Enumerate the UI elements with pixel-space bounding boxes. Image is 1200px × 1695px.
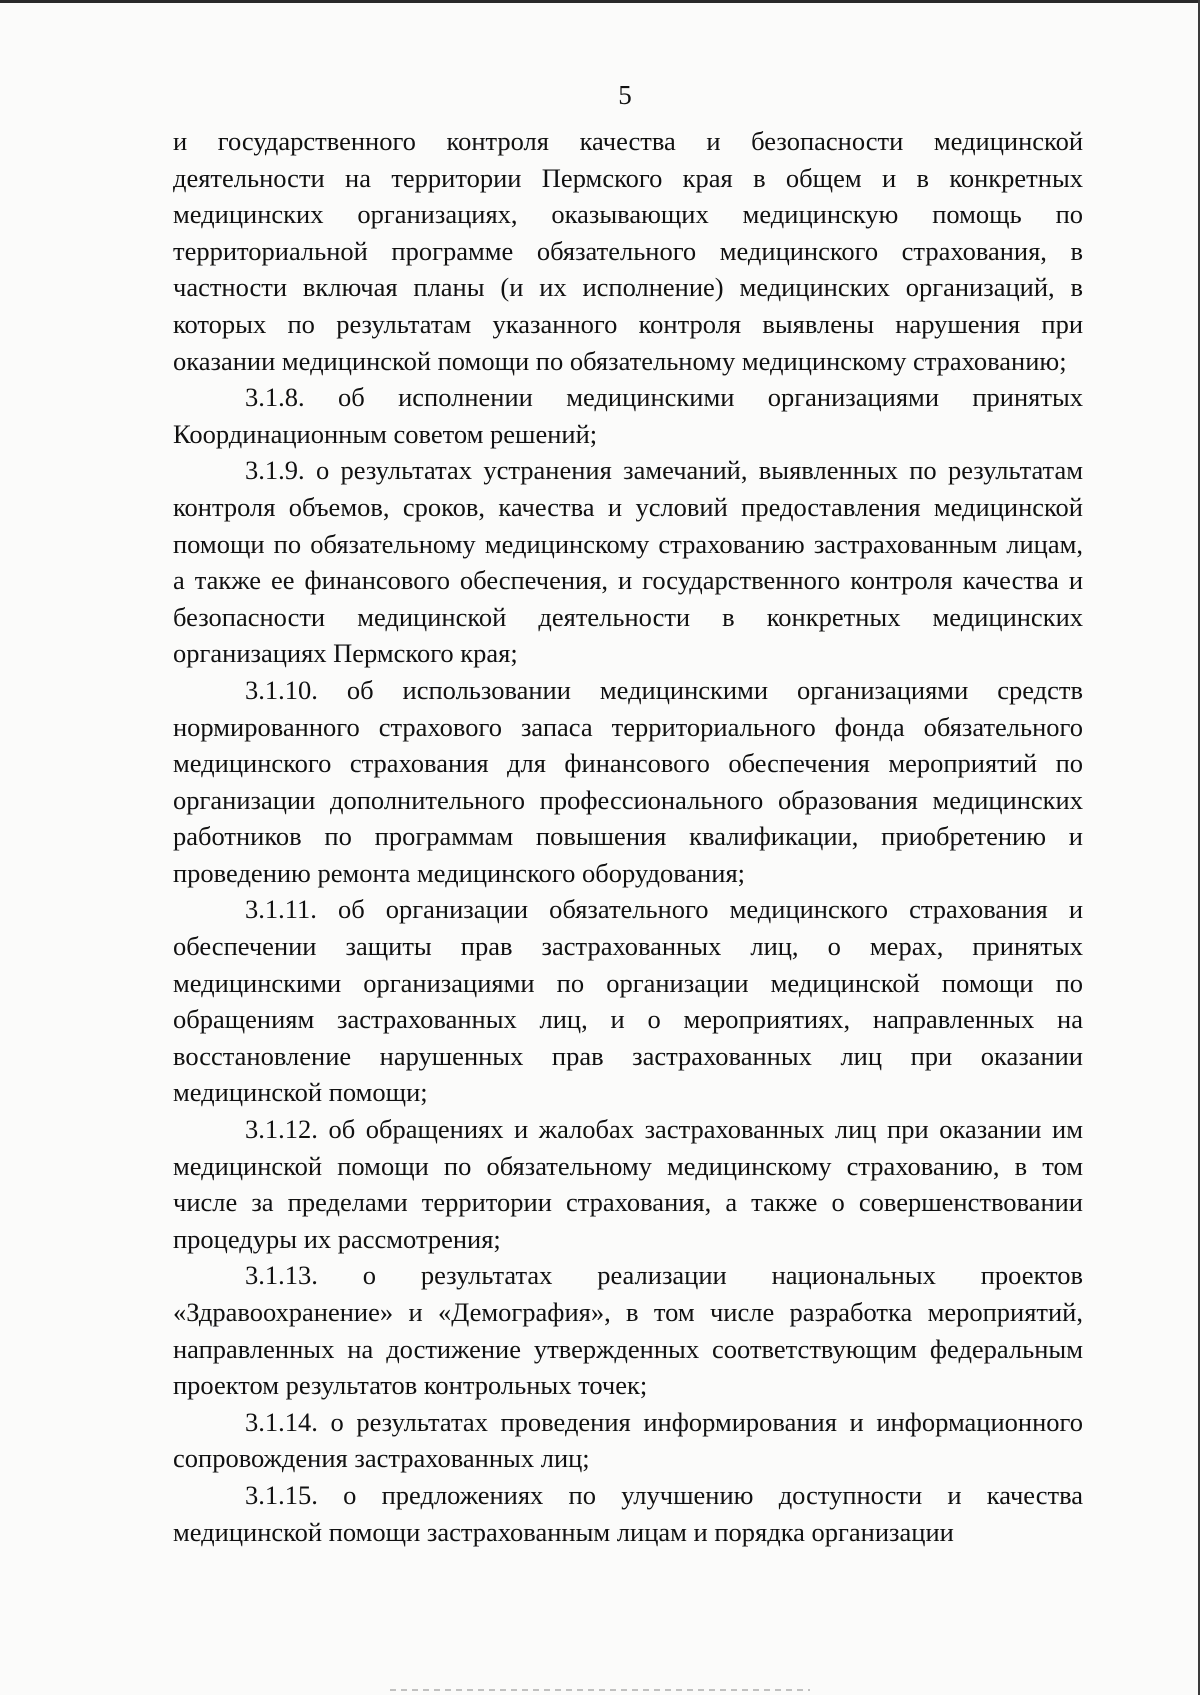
- paragraph-3-1-8: 3.1.8. об исполнении медицинскими организациями принятых Координационным советом решений;: [173, 382, 1083, 449]
- paragraph-3-1-9: 3.1.9. о результатах устранения замечаний, выявленных по результатам контроля объемов, сроков, качества и условий предоставления медицинской помощи по обязательному медицинскому страхованию застрахованным лицам, а также ее финансового обеспечения, и государственного контроля качества и безопасности медицинской деятельности в конкретных медицинских организациях Пермского края;: [173, 455, 1083, 669]
- scan-noise-bottom: [390, 1689, 810, 1691]
- paragraph-3-1-14: 3.1.14. о результатах проведения информирования и информационного сопровождения застрахованных лиц;: [173, 1406, 1083, 1474]
- scan-edge-top: [0, 0, 1200, 3]
- paragraph-3-1-13: 3.1.13. о результатах реализации национальных проектов «Здравоохранение» и «Демография», в том числе разработка мероприятий, направленных на достижение утвержденных соответствующим федеральным проектом результатов контрольных точек;: [173, 1260, 1083, 1401]
- page-number: 5: [618, 80, 632, 110]
- paragraph-3-1-12: 3.1.12. об обращениях и жалобах застрахованных лиц при оказании им медицинской помощи по обязательному медицинскому страхованию, в том числе за пределами территории страхования, а также о совершенствовании процедуры их рассмотрения;: [173, 1114, 1083, 1254]
- paragraph-continuation: и государственного контроля качества и безопасности медицинской деятельности на территории Пермского края в общем и в конкретных медицинских организациях, оказывающих медицинскую помощь по территориальной программе обязательного медицинского страхования, в частности включая планы (и их исполнение) медицинских организаций, в которых по результатам указанного контроля выявлены нарушения при оказании медицинской помощи по обязательному медицинскому страхованию;: [173, 126, 1083, 376]
- paragraph-3-1-10: 3.1.10. об использовании медицинскими организациями средств нормированного страхового запаса территориального фонда обязательного медицинского страхования для финансового обеспечения мероприятий по организации дополнительного профессионального образования медицинских работников по программам повышения квалификации, приобретению и проведению ремонта медицинского оборудования;: [173, 674, 1083, 888]
- document-body: [173, 123, 1083, 1550]
- paragraph-3-1-11: 3.1.11. об организации обязательного медицинского страхования и обеспечении защиты прав застрахованных лиц, о мерах, принятых медицинскими организациями по организации медицинской помощи по обращениям застрахованных лиц, и о мероприятиях, направленных на восстановление нарушенных прав застрахованных лиц при оказании медицинской помощи;: [173, 894, 1083, 1108]
- paragraph-3-1-15: 3.1.15. о предложениях по улучшению доступности и качества медицинской помощи застрахованным лицам и порядка организации: [173, 1479, 1083, 1547]
